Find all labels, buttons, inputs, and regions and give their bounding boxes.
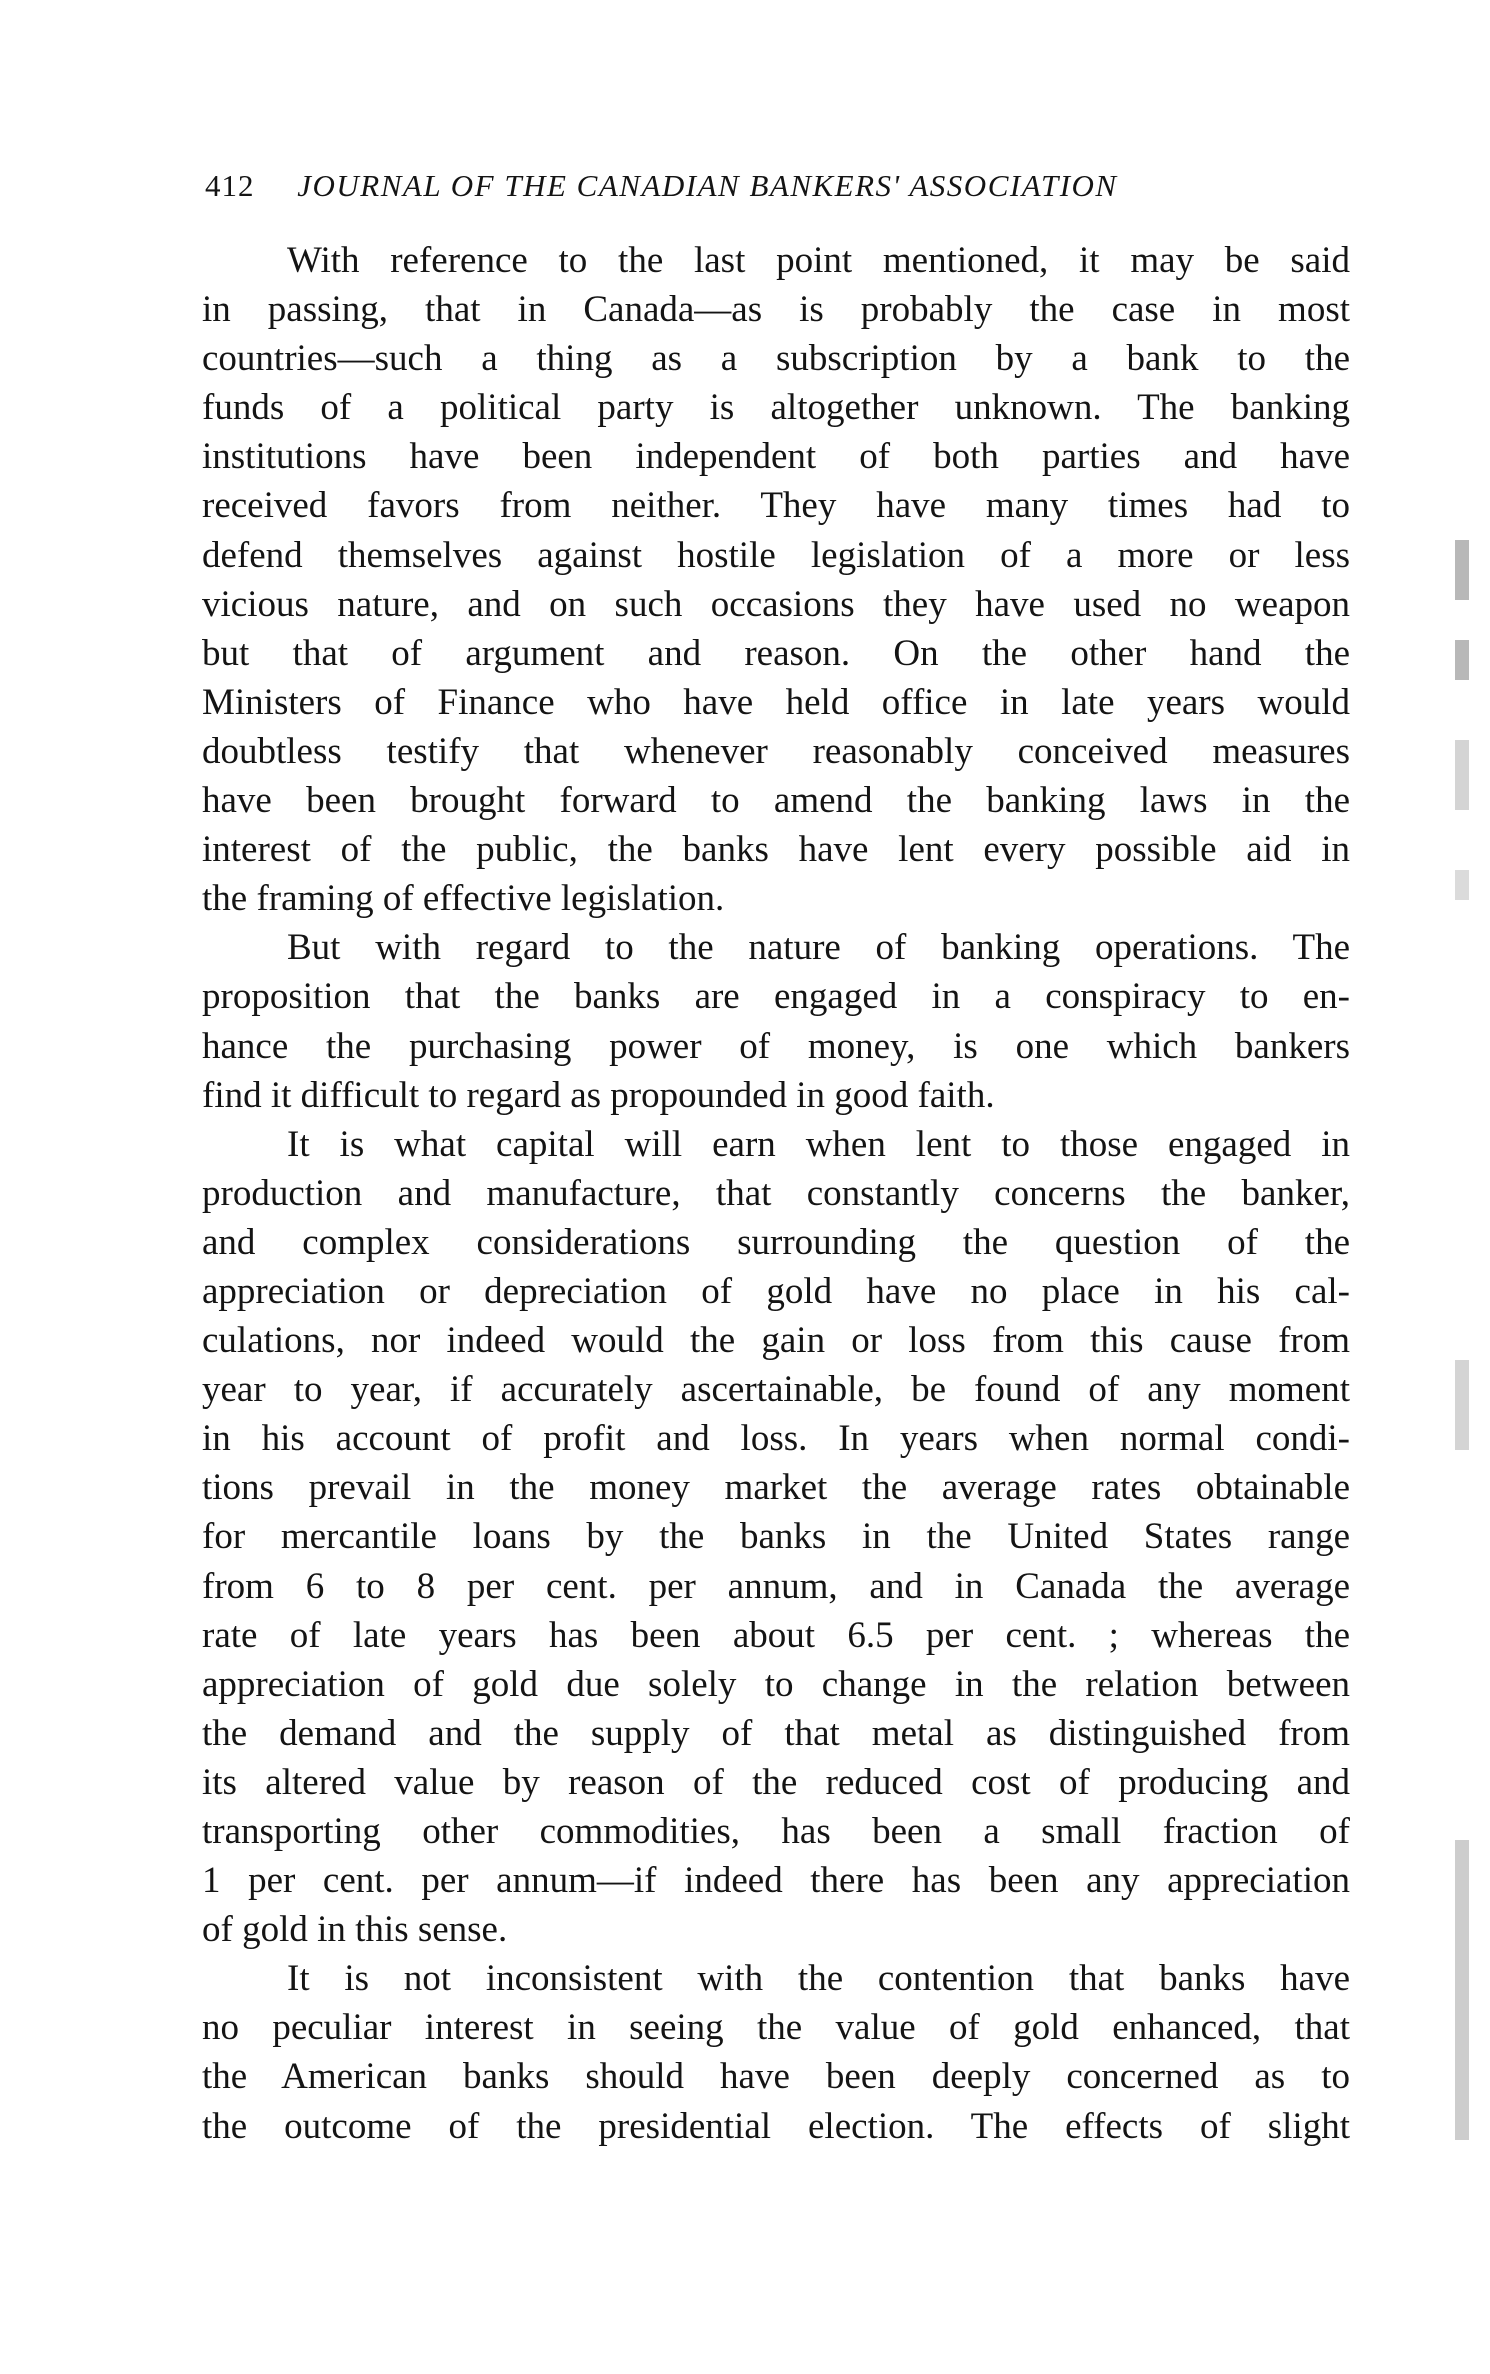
text-line: the framing of effective legislation. [202, 878, 725, 920]
text-line: culations, nor indeed would the gain or loss from this cause from [202, 1320, 1350, 1362]
text-line: doubtless testify that whenever reasonably conceived measures [202, 730, 1350, 772]
text-line: find it difficult to regard as propounded in good faith. [202, 1074, 995, 1116]
text-line: With reference to the last point mentioned, it may be said [287, 240, 1350, 281]
running-head [205, 168, 1355, 218]
text-line: and complex considerations surrounding the question of the [202, 1221, 1350, 1263]
text-line: appreciation or depreciation of gold have no place in his cal- [202, 1270, 1350, 1312]
text-line: funds of a political party is altogether unknown. The banking [202, 387, 1350, 429]
text-line: but that of argument and reason. On the other hand the [202, 632, 1350, 674]
text-line: vicious nature, and on such occasions they have used no weapon [202, 583, 1350, 625]
text-line: production and manufacture, that constantly concerns the banker, [202, 1172, 1350, 1214]
text-line: the outcome of the presidential election. The effects of slight [202, 2105, 1350, 2147]
text-line: in his account of profit and loss. In years when normal condi- [202, 1418, 1350, 1460]
body-text [202, 236, 1350, 2151]
text-line: no peculiar interest in seeing the value of gold enhanced, that [202, 2007, 1350, 2049]
scan-mark [1455, 640, 1469, 680]
text-line: transporting other commodities, has been a small fraction of [202, 1811, 1350, 1852]
text-line: rate of late years has been about 6.5 per cent. ; whereas the [202, 1614, 1350, 1656]
text-line: 1 per cent. per annum—if indeed there has been any appreciation [202, 1860, 1350, 1902]
text-line: of gold in this sense. [202, 1909, 508, 1951]
scan-mark [1455, 870, 1469, 900]
text-line: countries—such a thing as a subscription by a bank to the [202, 338, 1350, 380]
scan-mark [1455, 1360, 1469, 1450]
text-line: in passing, that in Canada—as is probably the case in most [202, 289, 1350, 331]
text-line: the demand and the supply of that metal as distinguished from [202, 1712, 1350, 1754]
text-line: institutions have been independent of both parties and have [202, 436, 1350, 478]
text-line: But with regard to the nature of banking operations. The [287, 927, 1350, 969]
scan-mark [1455, 540, 1469, 600]
text-line: Ministers of Finance who have held office in late years would [202, 681, 1350, 723]
text-line: It is not inconsistent with the contention that banks have [287, 1958, 1350, 2000]
journal-title: JOURNAL OF THE CANADIAN BANKERS' ASSOCIATION [297, 168, 1118, 203]
text-line: its altered value by reason of the reduced cost of producing and [202, 1761, 1350, 1803]
scan-mark [1455, 1840, 1469, 2140]
text-line: have been brought forward to amend the banking laws in the [202, 780, 1350, 822]
text-line: interest of the public, the banks have lent every possible aid in [202, 829, 1350, 871]
text-line: tions prevail in the money market the average rates obtainable [202, 1467, 1350, 1509]
text-line: year to year, if accurately ascertainable, be found of any moment [202, 1369, 1350, 1411]
text-line: defend themselves against hostile legislation of a more or less [202, 534, 1350, 576]
page-number: 412 [205, 168, 255, 203]
text-line: for mercantile loans by the banks in the United States range [202, 1516, 1350, 1558]
text-line: received favors from neither. They have many times had to [202, 485, 1350, 527]
text-line: proposition that the banks are engaged in a conspiracy to en- [202, 976, 1350, 1018]
text-line: It is what capital will earn when lent to those engaged in [287, 1123, 1350, 1165]
text-line: the American banks should have been deeply concerned as to [202, 2056, 1350, 2098]
scan-mark [1455, 740, 1469, 810]
page-edge-scan-marks [1455, 540, 1473, 2200]
text-line: hance the purchasing power of money, is one which bankers [202, 1025, 1350, 1067]
text-line: from 6 to 8 per cent. per annum, and in Canada the average [202, 1565, 1350, 1607]
text-line: appreciation of gold due solely to change in the relation between [202, 1663, 1350, 1705]
